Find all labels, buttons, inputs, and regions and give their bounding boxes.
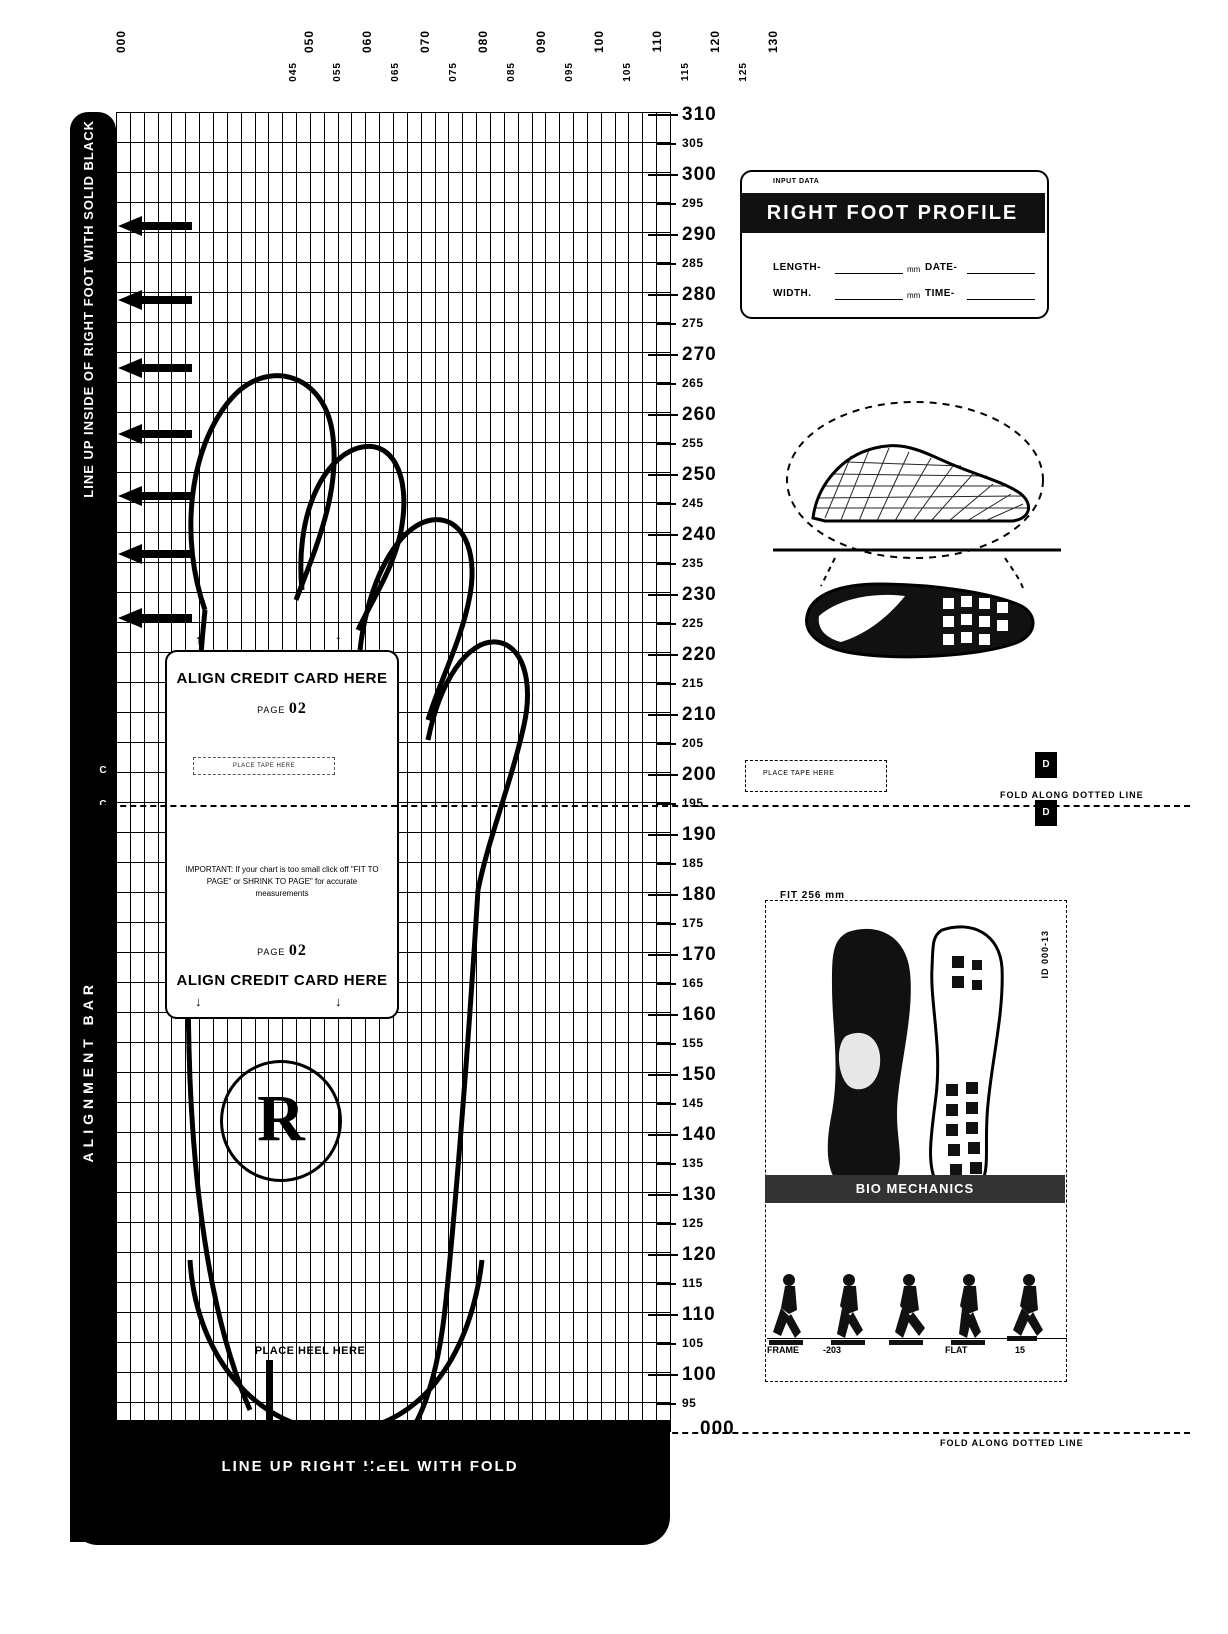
scale-label-minor: 305 <box>682 136 704 150</box>
credit-card-alignment-box <box>165 632 399 1019</box>
column-label-minor: 115 <box>680 62 691 82</box>
column-label-major: 100 <box>592 30 606 54</box>
scale-label-major: 240 <box>682 524 717 545</box>
scale-tick-major <box>648 1074 678 1076</box>
scale-tick-major <box>648 1374 678 1376</box>
scale-label-minor: 145 <box>682 1096 704 1110</box>
toe-arrow-shaft <box>140 364 192 372</box>
time-input-line[interactable] <box>967 298 1035 300</box>
scale-label-minor: 165 <box>682 976 704 990</box>
bio-mechanics-banner: BIO MECHANICS <box>765 1175 1065 1203</box>
scale-tick-major <box>648 894 678 896</box>
grid-hline <box>116 142 670 143</box>
scale-tick-minor <box>656 1343 676 1345</box>
marker-c-upper-label: C <box>99 765 107 776</box>
column-label-major: 070 <box>418 30 432 54</box>
scale-tick-major <box>648 414 678 416</box>
scale-label-minor: 265 <box>682 376 704 390</box>
marker-d-upper <box>1035 752 1057 778</box>
toe-arrow-shaft <box>140 296 192 304</box>
scale-tick-minor <box>656 1223 676 1225</box>
scale-label-major: 200 <box>682 764 717 785</box>
cc-page-bottom <box>167 942 397 960</box>
scale-label-major: 210 <box>682 704 717 725</box>
scale-tick-minor <box>656 983 676 985</box>
width-input-line[interactable] <box>835 298 903 300</box>
cc-arrow-up-right: ↑ <box>335 632 342 647</box>
column-label-major: 130 <box>766 30 780 54</box>
scale-label-minor: 205 <box>682 736 704 750</box>
scale-tick-minor <box>656 203 676 205</box>
scale-tick-minor <box>656 1163 676 1165</box>
grid-hline <box>116 172 670 173</box>
scale-tick-minor <box>656 1103 676 1105</box>
cc-arrow-down-left: ↓ <box>195 994 202 1009</box>
scale-tick-minor <box>656 1403 676 1405</box>
input-data-caption: INPUT DATA <box>773 178 820 185</box>
cc-page-top-number: 02 <box>288 700 307 717</box>
grid-vline <box>670 112 671 1432</box>
scale-label-major: 260 <box>682 404 717 425</box>
frame-value: -203 <box>823 1345 842 1355</box>
shoe-illustration-area <box>755 390 1075 680</box>
scale-tick-major <box>648 534 678 536</box>
scale-label-minor: 255 <box>682 436 704 450</box>
alignment-bar-bottom-label: ALIGNMENT BAR <box>80 980 96 1163</box>
heel-fold-label: LINE UP RIGHT HEEL WITH FOLD <box>221 1458 519 1475</box>
toe-arrow-head <box>118 486 142 506</box>
width-unit: mm <box>907 291 921 300</box>
column-label-major: 110 <box>650 30 664 53</box>
toe-arrow-head <box>118 424 142 444</box>
cc-tape-lower <box>193 812 333 828</box>
scale-label-minor: 115 <box>682 1276 703 1290</box>
scale-tick-minor <box>656 263 676 265</box>
scale-label-minor: 225 <box>682 616 704 630</box>
scale-label-major: 120 <box>682 1244 717 1265</box>
scale-tick-minor <box>656 503 676 505</box>
marker-c-upper <box>92 758 114 784</box>
marker-c-lower-label: C <box>99 799 107 810</box>
scale-zero-label: 000 <box>700 1418 735 1439</box>
grid-hline <box>116 232 670 233</box>
grid-hline <box>116 112 670 113</box>
column-label-minor: 105 <box>622 62 633 82</box>
right-foot-profile-banner: RIGHT FOOT PROFILE <box>740 193 1045 233</box>
scale-label-major: 150 <box>682 1064 717 1085</box>
scale-label-minor: 135 <box>682 1156 704 1170</box>
scale-label-major: 310 <box>682 104 717 125</box>
cc-title-top: ALIGN CREDIT CARD HERE <box>176 670 388 687</box>
flat-label: FLAT <box>945 1345 968 1355</box>
scale-label-minor: 285 <box>682 256 704 270</box>
scale-tick-minor <box>656 1043 676 1045</box>
fit-size-label: FIT 256 mm <box>780 890 846 901</box>
grid-hline <box>116 292 670 293</box>
scale-label-major: 220 <box>682 644 717 665</box>
scale-label-major: 190 <box>682 824 717 845</box>
date-label: DATE- <box>925 262 958 273</box>
scale-label-major: 100 <box>682 1364 717 1385</box>
toe-arrow-shaft <box>140 614 192 622</box>
column-label-major: 050 <box>302 30 316 54</box>
flat-value: 15 <box>1015 1345 1026 1355</box>
scale-tick-major <box>648 774 678 776</box>
scale-tick-minor <box>656 923 676 925</box>
column-label-minor: 065 <box>390 62 401 82</box>
date-input-line[interactable] <box>967 272 1035 274</box>
scale-label-major: 270 <box>682 344 717 365</box>
scale-tick-major <box>648 234 678 236</box>
toe-arrow-head <box>118 358 142 378</box>
right-foot-marker <box>220 1060 342 1182</box>
marker-d-lower-label: D <box>1042 807 1050 818</box>
scale-tick-major <box>648 114 678 116</box>
column-label-minor: 055 <box>332 62 343 82</box>
column-label-major: 060 <box>360 30 374 54</box>
scale-label-major: 160 <box>682 1004 717 1025</box>
scale-tick-minor <box>656 323 676 325</box>
scale-label-major: 250 <box>682 464 717 485</box>
bio-panel-id: ID 000-13 <box>1040 930 1050 979</box>
column-label-minor: 045 <box>288 62 299 82</box>
shoe-diagram <box>755 390 1075 680</box>
scale-label-minor: 215 <box>682 676 704 690</box>
scale-tick-major <box>648 1134 678 1136</box>
length-unit: mm <box>907 265 921 274</box>
width-label: WIDTH. <box>773 288 812 299</box>
toe-arrow-shaft <box>140 222 192 230</box>
right-column <box>735 0 1215 1634</box>
scale-label-minor: 185 <box>682 856 704 870</box>
length-input-line[interactable] <box>835 272 903 274</box>
toe-arrow-head <box>118 608 142 628</box>
scale-label-major: 140 <box>682 1124 717 1145</box>
scale-tick-minor <box>656 143 676 145</box>
scale-label-minor: 235 <box>682 556 704 570</box>
scale-label-major: 170 <box>682 944 717 965</box>
scale-tick-major <box>648 714 678 716</box>
scale-tick-major <box>648 1314 678 1316</box>
cc-page-bottom-number: 02 <box>288 942 307 959</box>
fold-line-middle-label: FOLD ALONG DOTTED LINE <box>1000 790 1144 800</box>
scale-tick-major <box>648 174 678 176</box>
scale-tick-minor <box>656 1283 676 1285</box>
alignment-bar-top-label: LINE UP INSIDE OF RIGHT FOOT WITH SOLID BLACK <box>81 120 96 498</box>
cc-arrow-down-right: ↓ <box>335 994 342 1009</box>
scale-label-minor: 295 <box>682 196 704 210</box>
grid-hline <box>116 202 670 203</box>
cc-page-top-prefix: PAGE <box>257 705 286 715</box>
frame-label: FRAME <box>767 1345 799 1355</box>
marker-d-upper-label: D <box>1042 759 1050 770</box>
column-label-major: 080 <box>476 30 490 54</box>
scale-label-minor: 175 <box>682 916 704 930</box>
scale-label-minor: 95 <box>682 1396 697 1410</box>
scale-label-major: 130 <box>682 1184 717 1205</box>
right-foot-letter: R <box>257 1082 305 1155</box>
scale-tick-major <box>648 1194 678 1196</box>
grid-hline <box>116 262 670 263</box>
marker-d-lower <box>1035 800 1057 826</box>
scale-tick-minor <box>656 623 676 625</box>
scale-label-major: 110 <box>682 1304 716 1325</box>
column-label-minor: 095 <box>564 62 575 82</box>
column-label-minor: 125 <box>738 62 749 82</box>
scale-label-major: 180 <box>682 884 717 905</box>
column-label-major: 090 <box>534 30 548 54</box>
column-label-major: 120 <box>708 30 722 54</box>
scale-tick-major <box>648 474 678 476</box>
chart-area <box>70 20 780 1580</box>
toe-arrow-head <box>118 544 142 564</box>
scale-tick-major <box>648 654 678 656</box>
scale-tick-minor <box>656 443 676 445</box>
cc-important-note: IMPORTANT: If your chart is too small click off "FIT TO PAGE" or SHRINK TO PAGE" for accurate measurements <box>185 865 379 898</box>
scale-tick-minor <box>656 563 676 565</box>
cc-arrow-up-left: ↑ <box>195 632 202 647</box>
column-label-minor: 075 <box>448 62 459 82</box>
scale-tick-minor <box>656 743 676 745</box>
scale-label-major: 280 <box>682 284 717 305</box>
scale-label-major: 290 <box>682 224 717 245</box>
scale-tick-major <box>648 954 678 956</box>
scale-tick-major <box>648 594 678 596</box>
place-tape-label-right: PLACE TAPE HERE <box>763 770 835 777</box>
scale-tick-major <box>648 1254 678 1256</box>
scale-label-minor: 275 <box>682 316 704 330</box>
scale-tick-major <box>648 354 678 356</box>
toe-arrow-shaft <box>140 550 192 558</box>
scale-label-minor: 125 <box>682 1216 704 1230</box>
toe-arrow-shaft <box>140 492 192 500</box>
column-label-minor: 085 <box>506 62 517 82</box>
scale-tick-major <box>648 1014 678 1016</box>
running-sequence <box>763 1270 1073 1360</box>
time-label: TIME- <box>925 288 955 299</box>
heel-arrow-shaft <box>266 1360 273 1430</box>
cc-page-bottom-prefix: PAGE <box>257 947 286 957</box>
toe-arrow-head <box>118 216 142 236</box>
scale-label-major: 230 <box>682 584 717 605</box>
scale-tick-major <box>648 294 678 296</box>
cc-title-bottom: ALIGN CREDIT CARD HERE <box>176 972 388 989</box>
place-heel-here-label: PLACE HEEL HERE <box>254 1345 366 1357</box>
cc-page-top <box>167 700 397 718</box>
scale-label-minor: 105 <box>682 1336 704 1350</box>
column-label-major: 000 <box>114 30 128 54</box>
scale-tick-minor <box>656 383 676 385</box>
scale-label-minor: 195 <box>682 796 704 810</box>
frame-row-rule <box>767 1337 1067 1339</box>
scale-label-major: 300 <box>682 164 717 185</box>
toe-arrow-head <box>118 290 142 310</box>
fold-line-bottom-label: FOLD ALONG DOTTED LINE <box>940 1438 1084 1448</box>
cc-tape-top: PLACE TAPE HERE <box>193 757 335 775</box>
scale-tick-minor <box>656 683 676 685</box>
toe-arrow-shaft <box>140 430 192 438</box>
scale-tick-major <box>648 834 678 836</box>
length-label: LENGTH- <box>773 262 821 273</box>
scale-label-minor: 245 <box>682 496 704 510</box>
scale-tick-minor <box>656 863 676 865</box>
scale-label-minor: 155 <box>682 1036 704 1050</box>
